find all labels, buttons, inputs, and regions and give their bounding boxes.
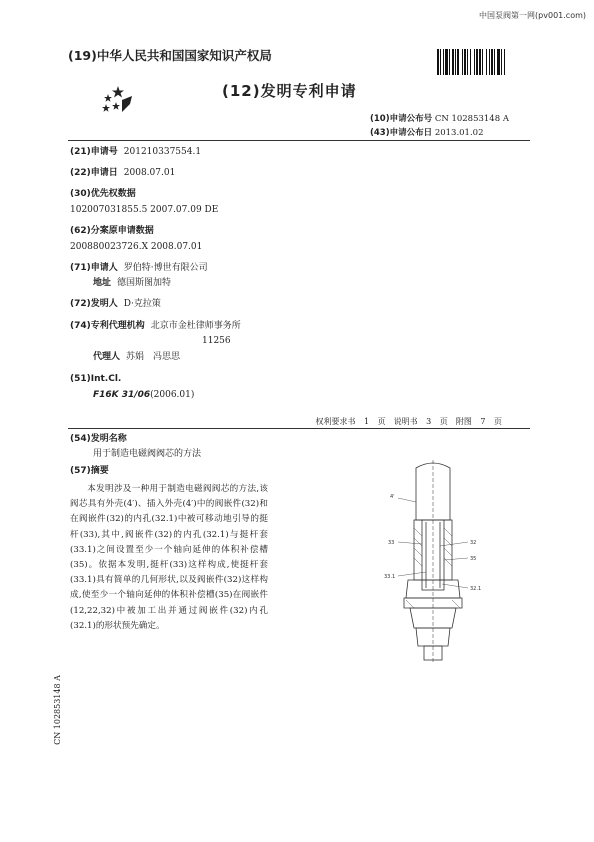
address (93, 277, 171, 289)
divisional-value: 200880023726.X 2008.07.01 (70, 242, 203, 252)
address-label: 地址 (93, 278, 112, 288)
abstract-text: 本发明涉及一种用于制造电磁阀阀芯的方法,该阀芯具有外壳(4′)、插入外壳(4′)中的阀嵌件(32)和在阀嵌件(32)的内孔(32.1)中被可移动地引导的挺杆(33),其中,阀嵌件(32)的内孔(32.1)与挺杆套(33.1)之间设置至少一个轴向延伸的体积补偿槽(35)。依据本发明,挺杆(33)这样构成,使挺杆套(33.1)具有简单的几何形状,以及阀嵌件(32)这样构成,使至少一个轴向延伸的体积补偿槽(35)在阀嵌件(12,22,32)中被加工出并通过阀嵌件(32)内孔(32.1)的形状预先确定。 (70, 484, 268, 631)
priority-value: 102007031855.5 2007.07.09 DE (70, 205, 219, 215)
inventor-label: (72)发明人 (70, 299, 118, 309)
invention-title-label (70, 433, 127, 445)
drawing-label: 4' (390, 494, 395, 500)
patent-agency (70, 320, 241, 332)
int-cl-label: (51)Int.Cl. (70, 374, 122, 384)
agency-code: 11256 (202, 336, 231, 346)
application-date-label: (22)申请日 (70, 168, 118, 178)
section-rule (68, 428, 530, 429)
application-date (70, 167, 175, 179)
inventor-value: D·克拉策 (123, 299, 161, 309)
pages-info: 权利要求书 1 页 说明书 3 页 附图 7 页 (315, 417, 502, 426)
barcode-icon (437, 49, 523, 75)
divisional-label: (62)分案原申请数据 (70, 226, 154, 236)
side-publication-number: CN 102853148 A (52, 675, 62, 745)
document-type: (12)发明专利申请 (222, 82, 357, 100)
inventor (70, 298, 161, 310)
int-cl-year: (2006.01) (150, 390, 195, 400)
applicant-value: 罗伯特·博世有限公司 (123, 263, 208, 273)
application-number-label: (21)申请号 (70, 147, 118, 157)
drawing-label: 33.1 (384, 574, 396, 580)
divisional-data (70, 225, 154, 237)
priority-data (70, 188, 136, 200)
drawing-label: 33 (388, 540, 395, 546)
publication-number (370, 112, 509, 124)
publication-number-label: (10)申请公布号 (370, 114, 433, 124)
int-cl-value (93, 389, 194, 401)
publication-date-label: (43)申请公布日 (370, 128, 433, 138)
invention-title: 用于制造电磁阀阀芯的方法 (93, 449, 202, 459)
application-date-value: 2008.07.01 (123, 168, 176, 178)
valve-cartridge-drawing (378, 458, 488, 668)
publication-date-value: 2013.01.02 (434, 128, 484, 138)
agency-value: 北京市金杜律师事务所 (150, 321, 241, 331)
int-cl-code: F16K 31/06 (93, 390, 151, 400)
agent (93, 351, 180, 363)
applicant-label: (71)申请人 (70, 263, 118, 273)
publication-date (370, 126, 483, 138)
address-value: 德国斯图加特 (117, 278, 172, 288)
abstract-label (70, 465, 109, 477)
cnipa-logo-icon (100, 84, 134, 114)
applicant (70, 262, 208, 274)
int-cl (70, 373, 121, 385)
office-name: (19)中华人民共和国国家知识产权局 (68, 48, 272, 63)
drawing-label: 32.1 (470, 586, 482, 592)
application-number (70, 146, 201, 158)
agent-label: 代理人 (93, 352, 121, 362)
drawing-label: 35 (470, 556, 477, 562)
watermark-text: 中国泵阀第一网(pv001.com) (479, 11, 586, 20)
drawing-label: 32 (470, 540, 477, 546)
application-number-value: 201210337554.1 (123, 147, 202, 157)
agency-label: (74)专利代理机构 (70, 321, 145, 331)
header-rule (68, 140, 530, 141)
priority-label: (30)优先权数据 (70, 189, 136, 199)
publication-number-value: CN 102853148 A (434, 114, 509, 124)
title-label: (54)发明名称 (70, 434, 127, 444)
agent-value: 苏娟 冯思思 (126, 352, 181, 362)
abstract-label-text: (57)摘要 (70, 466, 109, 476)
